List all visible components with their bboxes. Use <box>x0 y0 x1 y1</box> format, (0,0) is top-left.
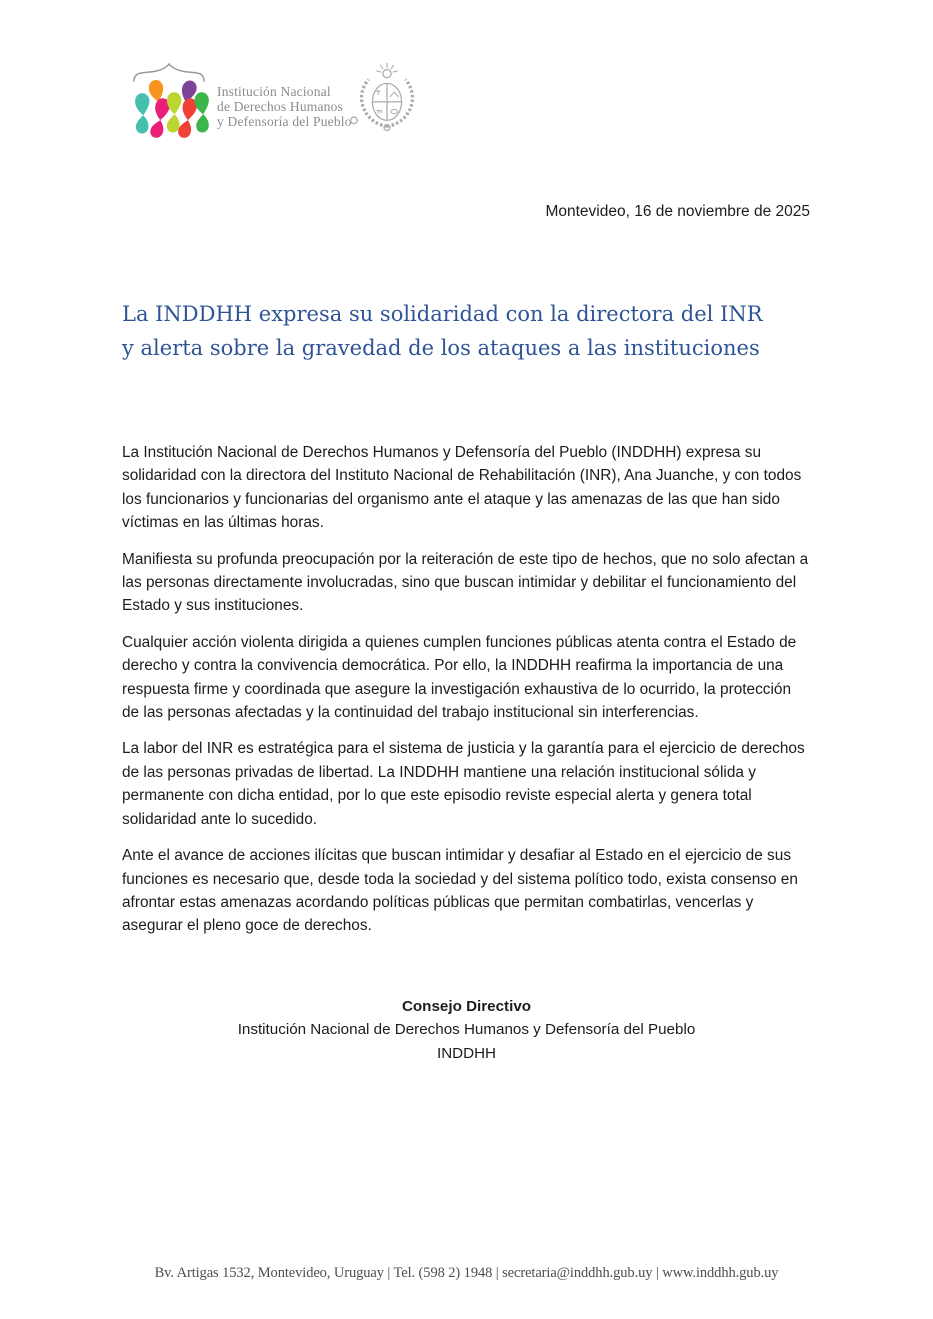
inddhh-logo <box>128 62 212 145</box>
org-name-line-1: Institución Nacional <box>217 84 331 99</box>
dateline: Montevideo, 16 de noviembre de 2025 <box>545 203 810 220</box>
signature-acronym: INDDHH <box>436 1044 497 1062</box>
logo-org-name <box>217 84 352 129</box>
body-paragraph-4: La labor del INR es estratégica para el sistema de justicia y la garantía para el ejercicio de derechos de las personas privadas de libertad. La INDDHH mantiene una relación institucional sólida y permanente con dicha entidad, por lo que este episodio reviste especial alerta y genera total solidaridad ante lo sucedido. <box>122 740 805 828</box>
signature-institution: Institución Nacional de Derechos Humanos y Defensoría del Pueblo <box>237 1021 696 1039</box>
people-figures-icon <box>128 62 212 140</box>
document-title <box>122 297 832 365</box>
uruguay-coat-of-arms-icon <box>348 60 426 139</box>
org-name-line-3: y Defensoría del Pueblo <box>217 114 352 129</box>
signature-role: Consejo Directivo <box>401 998 532 1015</box>
brace-icon <box>134 64 204 81</box>
body-paragraph-5: Ante el avance de acciones ilícitas que buscan intimidar y desafiar al Estado en el ejercicio de sus funciones es necesario que, desde toda la sociedad y del sistema político todo, exista consenso en afrontar estas amenazas acordando políticas públicas que permitan combatirlas, vencerlas y asegurar el pleno goce de derechos. <box>122 847 798 935</box>
title-line-2: y alerta sobre la gravedad de los ataques a las instituciones <box>122 336 760 360</box>
body-paragraph-1: La Institución Nacional de Derechos Humanos y Defensoría del Pueblo (INDDHH) expresa su solidaridad con la directora del Instituto Nacional de Rehabilitación (INR), Ana Juanche, y con todos los funcionarios y funcionarias del organismo ante el ataque y las amenazas de las que han sido víctimas en las últimas horas. <box>122 444 802 532</box>
body-paragraph-2: Manifiesta su profunda preocupación por la reiteración de este tipo de hechos, que no solo afectan a las personas directamente involucradas, sino que buscan intimidar y debilitar el funcionamiento del Estado y sus instituciones. <box>122 550 809 615</box>
footer-contact-line: Bv. Artigas 1532, Montevideo, Uruguay | Tel. (598 2) 1948 | secretaria@inddhh.gub.uy | www.inddhh.gub.uy <box>154 1265 779 1281</box>
signature-block <box>0 995 933 1065</box>
title-line-1: La INDDHH expresa su solidaridad con la directora del INR <box>122 302 763 326</box>
org-name-line-2: de Derechos Humanos <box>217 99 344 114</box>
body-paragraph-3: Cualquier acción violenta dirigida a quienes cumplen funciones públicas atenta contra el Estado de derecho y contra la convivencia democrática. Por ello, la INDDHH reafirma la importancia de una respuesta firme y coordinada que asegure la investigación exhaustiva de lo ocurrido, la protección de las personas afectadas y la continuidad del trabajo institucional sin interferencias. <box>122 633 797 722</box>
logo-figure-teal <box>132 92 152 134</box>
document-body <box>122 441 810 951</box>
